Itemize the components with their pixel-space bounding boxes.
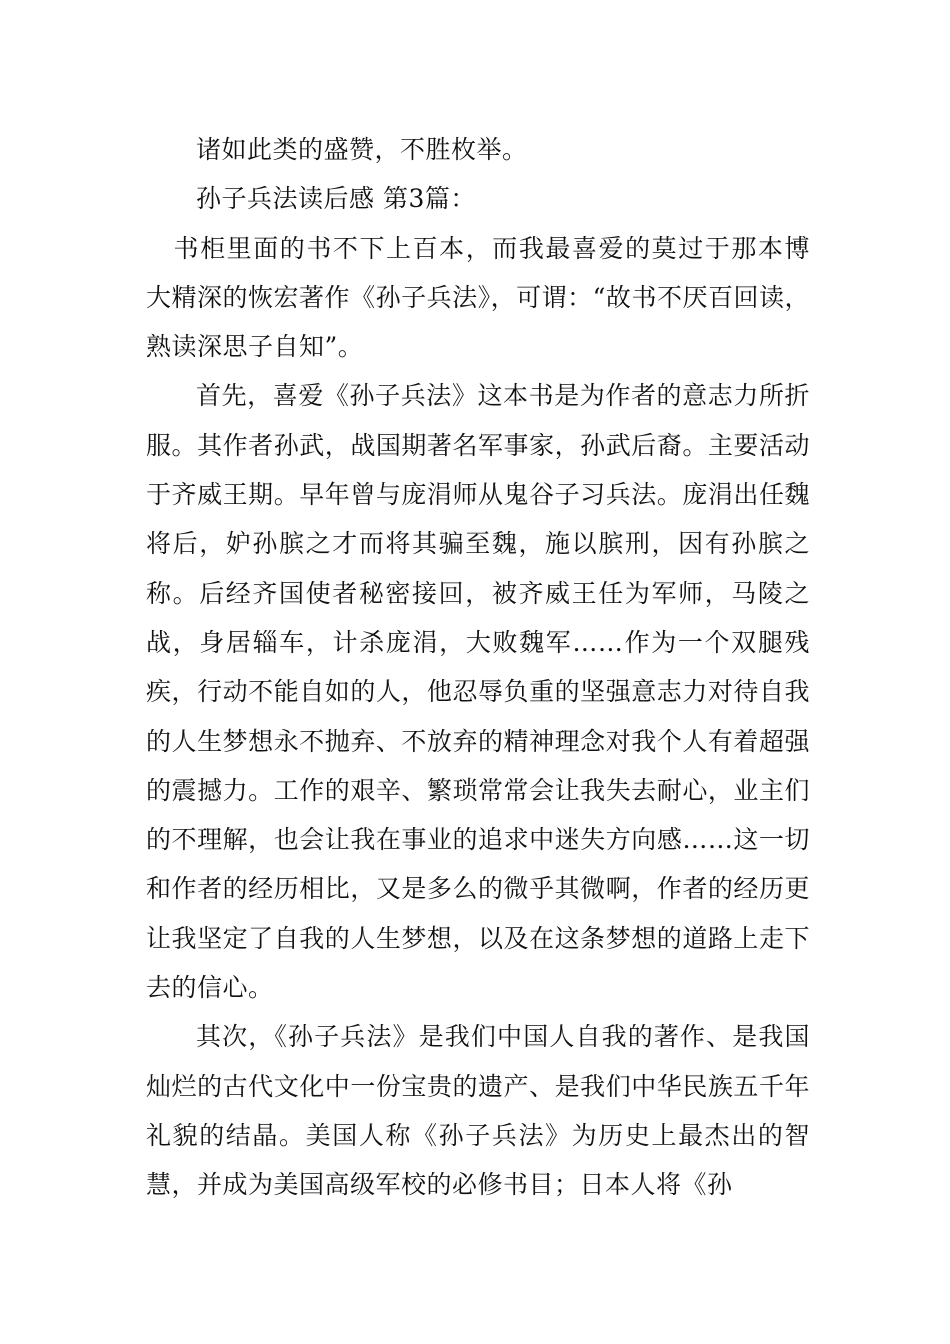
document-body [146, 125, 810, 1210]
section-heading: 孙子兵法读后感 第3篇： [196, 184, 476, 214]
paragraph-second-reason: 其次，《孙子兵法》是我们中国人自我的著作、是我国灿烂的古代文化中一份宝贵的遗产、是我们中华民族五千年礼貌的结晶。美国人称《孙子兵法》为历史上最杰出的智慧，并成为美国高级军校的必修书目；日本人将《孙 [146, 1022, 810, 1200]
paragraph-intro: 书柜里面的书不下上百本，而我最喜爱的莫过于那本博大精深的恢宏著作《孙子兵法》，可谓：“故书不厌百回读，熟读深思子自知”。 [146, 233, 810, 362]
paragraph-praise-summary: 诸如此类的盛赞，不胜枚举。 [196, 135, 528, 164]
paragraph-first-reason: 首先，喜爱《孙子兵法》这本书是为作者的意志力所折服。其作者孙武，战国期著名军事家，孙武后裔。主要活动于齐威王期。早年曾与庞涓师从鬼谷子习兵法。庞涓出任魏将后，妒孙膑之才而将其骗至魏，施以膑刑，因有孙膑之称。后经齐国使者秘密接回，被齐威王任为军师，马陵之战，身居辎车，计杀庞涓，大败魏军……作为一个双腿残疾，行动不能自如的人，他忍辱负重的坚强意志力对待自我的人生梦想永不抛弃、不放弃的精神理念对我个人有着超强的震撼力。工作的艰辛、繁琐常常会让我失去耐心，业主们的不理解，也会让我在事业的追求中迷失方向感……这一切和作者的经历相比，又是多么的微乎其微啊，作者的经历更让我坚定了自我的人生梦想，以及在这条梦想的道路上走下去的信心。 [146, 381, 810, 1003]
